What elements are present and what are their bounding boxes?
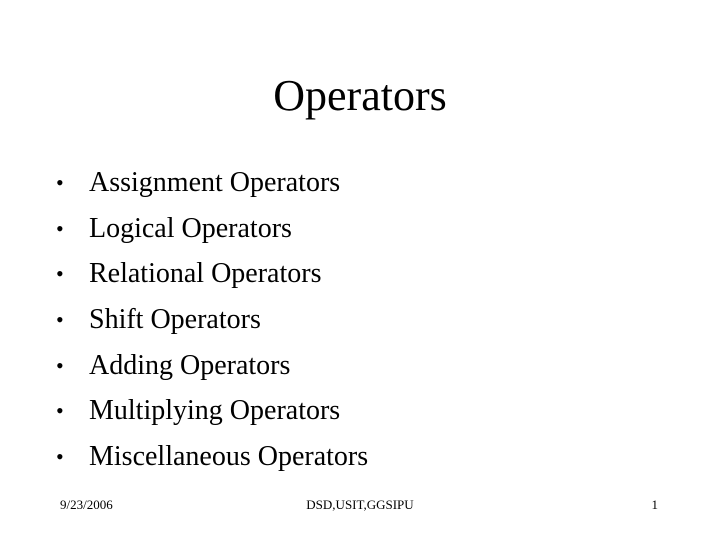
bullet-dot: • [56, 261, 64, 287]
bullet-text: Relational Operators [89, 258, 322, 290]
bullet-dot: • [56, 170, 64, 195]
bullet-dot: • [56, 398, 64, 424]
bullet-dot: • [56, 215, 64, 241]
slide-title: Operators [273, 71, 447, 120]
footer-center-text: DSD,USIT,GGSIPU [306, 497, 414, 512]
bullet-text: Multiplying Operators [89, 395, 341, 427]
bullet-dot: • [56, 352, 64, 378]
bullet-text: Shift Operators [89, 304, 261, 336]
bullet-dot: • [56, 444, 64, 470]
footer-date: 9/23/2006 [60, 497, 113, 512]
bullet-text: Miscellaneous Operators [89, 441, 369, 473]
bullet-dot: • [56, 307, 64, 333]
footer-page-number: 1 [651, 497, 658, 512]
bullet-text: Logical Operators [89, 212, 292, 244]
bullet-text: Adding Operators [89, 349, 291, 381]
bullet-text: Assignment Operators [89, 167, 341, 198]
